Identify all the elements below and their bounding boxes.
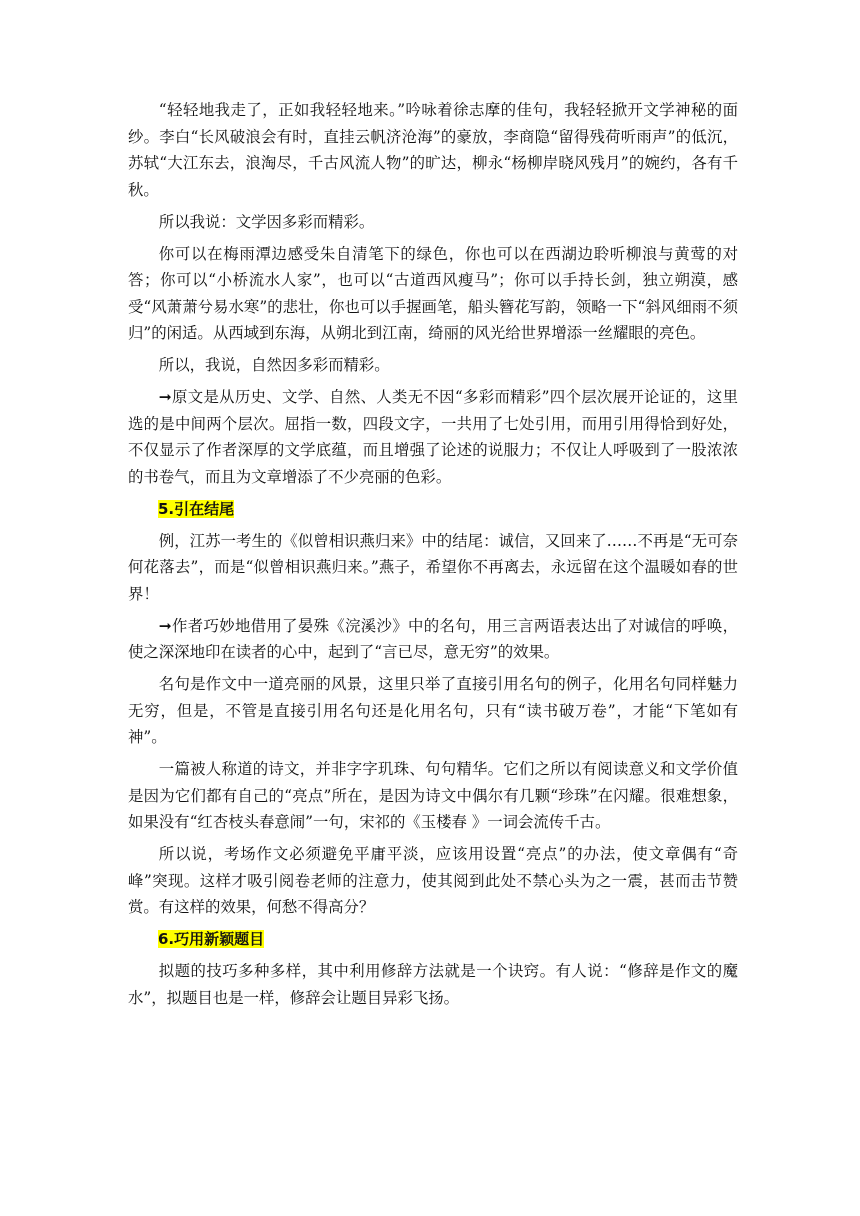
- highlighted-heading-text: 5.引在结尾: [158, 499, 235, 518]
- paragraph: 例，江苏一考生的《似曾相识燕归来》中的结尾：诚信，又回来了……不再是“无可奈何花落去”，而是“似曾相识燕归来。”燕子，希望你不再离去，永远留在这个温暖如春的世界！: [128, 531, 738, 603]
- paragraph: “轻轻地我走了，正如我轻轻地来。”吟咏着徐志摩的佳句，我轻轻掀开文学神秘的面纱。李白“长风破浪会有时，直挂云帆济沧海”的豪放，李商隐“留得残荷听雨声”的低沉，苏轼“大江东去，浪淘尽，千古风流人物”的旷达，柳永“杨柳岸晓风残月”的婉约，各有千秋。: [128, 101, 738, 199]
- document-body: [128, 97, 738, 1017]
- section-heading-5: [158, 496, 738, 523]
- commentary-paragraph: ➞原文是从历史、文学、自然、人类无不因“多彩而精彩”四个层次展开论证的，这里选的是中间两个层次。屈指一数，四段文字，一共用了七处引用，而用引用得恰到好处，不仅显示了作者深厚的文学底蕴，而且增强了论述的说服力；不仅让人呼吸到了一股浓浓的书卷气，而且为文章增添了不少亮丽的色彩。: [128, 388, 738, 486]
- paragraph: 所以说，考场作文必须避免平庸平淡，应该用设置“亮点”的办法，使文章偶有“奇峰”突现。这样才吸引阅卷老师的注意力，使其阅到此处不禁心头为之一震，甚而击节赞赏。有这样的效果，何愁不得高分？: [128, 845, 738, 916]
- paragraph: 拟题的技巧多种多样，其中利用修辞方法就是一个诀窍。有人说：“修辞是作文的魔水”，拟题目也是一样，修辞会让题目异彩飞扬。: [128, 962, 738, 1007]
- paragraph: 所以我说：文学因多彩而精彩。: [158, 212, 375, 231]
- highlighted-heading-text: 6.巧用新颖题目: [158, 930, 265, 948]
- paragraph: 所以，我说，自然因多彩而精彩。: [158, 356, 390, 374]
- paragraph: 你可以在梅雨潭边感受朱自清笔下的绿色，你也可以在西湖边聆听柳浪与黄莺的对答；你可以“小桥流水人家”，也可以“古道西风瘦马”；你可以手持长剑，独立朔漠，感受“风萧萧兮易水寒”的悲壮，你也可以手握画笔，船头簪花写韵，领略一下“斜风细雨不须归”的闲适。从西域到东海，从朔北到江南，绮丽的风光给世界增添一丝耀眼的亮色。: [128, 244, 738, 342]
- section-heading-6: [158, 926, 738, 953]
- paragraph: 一篇被人称道的诗文，并非字字玑珠、句句精华。它们之所以有阅读意义和文学价值是因为它们都有自己的“亮点”所在，是因为诗文中偶尔有几颗“珍珠”在闪耀。很难想象，如果没有“红杏枝头春意闹”一句，宋祁的《玉楼春 》一词会流传千古。: [128, 760, 738, 831]
- commentary-paragraph: ➞作者巧妙地借用了晏殊《浣溪沙》中的名句，用三言两语表达出了对诚信的呼唤，使之深深地印在读者的心中，起到了“言已尽，意无穷”的效果。: [128, 616, 738, 661]
- paragraph: 名句是作文中一道亮丽的风景，这里只举了直接引用名句的例子，化用名句同样魅力无穷，但是，不管是直接引用名句还是化用名句，只有“读书破万卷”，才能“下笔如有神”。: [128, 675, 738, 746]
